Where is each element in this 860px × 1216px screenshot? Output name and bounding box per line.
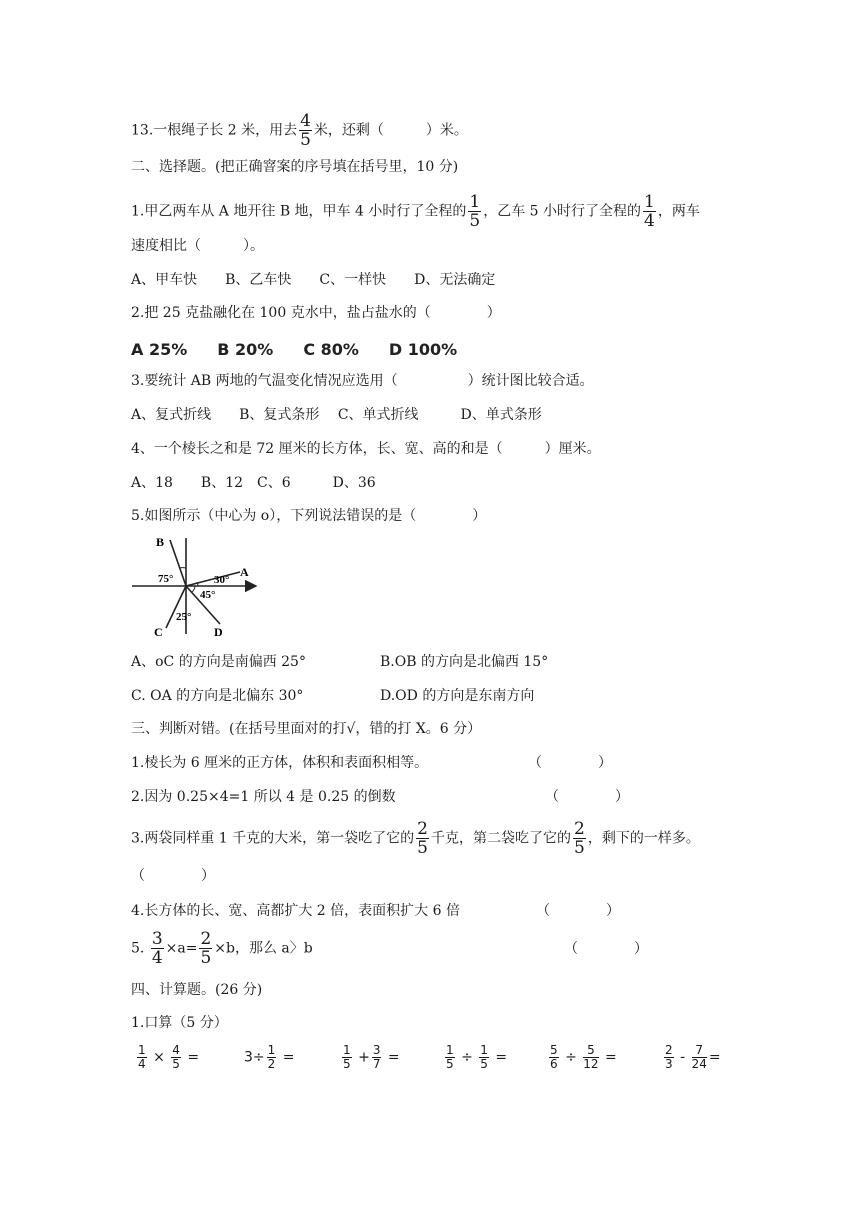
angle-75: 75°: [158, 573, 174, 585]
choice-question-5-option-d: D.OD 的方向是东南方向: [380, 688, 535, 704]
question-text: 千克，第二袋吃了它的: [431, 830, 571, 847]
calc-expression-2: 3÷ $\frac{1}{2}$ =: [244, 1043, 295, 1071]
calc-expression-3: $\frac{1}{5}$ + $\frac{3}{7}$ =: [343, 1043, 400, 1071]
answer-paren: （ ）: [536, 903, 620, 919]
section-4-title: 四、计算题。(26 分): [131, 982, 263, 998]
fraction: $\frac{2}{5}$: [574, 819, 585, 858]
answer-paren: （ ）: [528, 755, 612, 771]
choice-question-1-line2: 速度相比（ ）。: [131, 238, 264, 254]
question-text: ，两车: [657, 203, 700, 220]
calc-expression-1: $\frac{1}{4}$ × $\frac{4}{5}$ =: [138, 1043, 200, 1071]
choice-question-2: 2.把 25 克盐融化在 100 克水中，盐占盐水的（ ）: [131, 305, 501, 321]
section-3-title: 三、判断对错。(在括号里面对的打√，错的打 X。6 分）: [131, 721, 482, 737]
judge-question-3: [131, 820, 700, 857]
choice-question-3-options: A、复式折线 B、复式条形 C、单式折线 D、单式条形: [131, 407, 542, 423]
judge-question-2: 2.因为 0.25×4=1 所以 4 是 0.25 的倒数: [131, 789, 396, 805]
fraction: $\frac{1}{5}$: [469, 192, 481, 231]
choice-question-4: 4、一个棱长之和是 72 厘米的长方体，长、宽、高的和是（ ）厘米。: [131, 441, 601, 457]
fraction: $\frac{2}{5}$: [200, 929, 212, 968]
choice-question-1-options: A、甲车快 B、乙车快 C、一样快 D、无法确定: [131, 272, 496, 288]
choice-question-3: 3.要统计 AB 两地的气温变化情况应选用（ ）统计图比较合适。: [131, 373, 594, 389]
choice-question-2-options: [131, 340, 487, 359]
label-b: B: [156, 535, 165, 549]
calc-expression-5: $\frac{5}{6}$ ÷ $\frac{5}{12}$ =: [550, 1043, 617, 1071]
question-text: ，乙车 5 小时行了全程的: [483, 203, 642, 220]
question-text: 13.一根绳子长 2 米，用去: [131, 122, 298, 139]
choice-question-5-option-b: B.OB 的方向是北偏西 15°: [380, 654, 549, 670]
choice-question-5-option-a: A、oC 的方向是南偏西 25°: [131, 654, 306, 670]
oral-calc-title: 1.口算（5 分）: [131, 1015, 228, 1031]
calc-expression-4: $\frac{1}{5}$ ÷ $\frac{1}{5}$ =: [446, 1043, 508, 1071]
angle-30: 30°: [214, 574, 230, 586]
fraction: $\frac{3}{4}$: [151, 929, 163, 968]
fraction: $\frac{1}{4}$: [644, 192, 655, 231]
question-text: 米，还剩（ ）米。: [313, 122, 468, 139]
label-d: D: [214, 625, 223, 639]
fraction: $\frac{4}{5}$: [300, 111, 311, 150]
angle-25: 25°: [176, 611, 192, 623]
answer-paren: （ ）: [545, 789, 629, 805]
choice-question-5: 5.如图所示（中心为 o），下列说法错误的是（ ）: [131, 508, 487, 524]
choice-question-5-option-c: C. OA 的方向是北偏东 30°: [131, 688, 304, 704]
fraction: $\frac{2}{5}$: [417, 819, 428, 858]
answer-paren: （ ）: [131, 868, 215, 884]
option-c: C 80%: [303, 340, 359, 359]
calc-expression-6: $\frac{2}{3}$ - $\frac{7}{24}$ =: [665, 1043, 721, 1071]
option-d: D 100%: [388, 340, 458, 359]
label-a: A: [240, 565, 249, 579]
choice-question-1: [131, 193, 700, 230]
direction-diagram: [126, 534, 266, 640]
answer-paren: （ ）: [564, 941, 648, 957]
option-b: B 20%: [217, 340, 274, 359]
option-a: A 25%: [131, 340, 188, 359]
angle-45: 45°: [200, 589, 216, 601]
judge-question-5: 5. $\frac{3}{4}$ ×a= $\frac{2}{5}$ ×b，那么 a〉b: [131, 929, 313, 968]
judge-question-4: 4.长方体的长、宽、高都扩大 2 倍，表面积扩大 6 倍: [131, 903, 460, 919]
judge-question-1: 1.棱长为 6 厘米的正方体，体积和表面积相等。: [131, 755, 429, 771]
section-2-title: 二、选择题。(把正确窨案的序号填在括号里，10 分): [131, 159, 459, 175]
question-13: [131, 112, 468, 149]
question-text: 1.甲乙两车从 A 地开往 B 地，甲车 4 小时行了全程的: [131, 203, 467, 220]
ray-oa: [186, 572, 240, 586]
question-text: ，剩下的一样多。: [587, 830, 700, 847]
label-c: C: [154, 625, 163, 639]
choice-question-4-options: A、18 B、12 C、6 D、36: [131, 475, 376, 491]
question-text: 3.两袋同样重 1 千克的大米，第一袋吃了它的: [131, 830, 415, 847]
